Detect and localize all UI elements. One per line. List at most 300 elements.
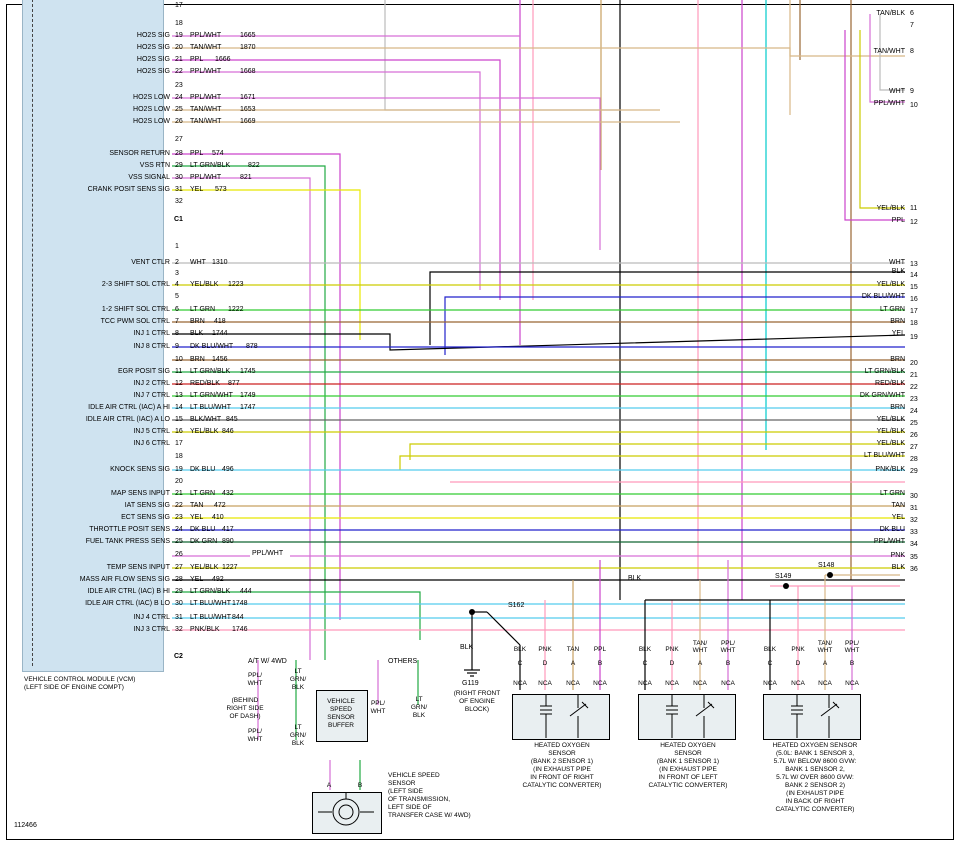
o2-3-terminal-d: D [795,660,801,667]
at-4wd-label: A/T W/ 4WD [248,658,287,665]
o2-3-caption-7: (IN EXHAUST PIPE [786,790,844,797]
wire-circuit: 1747 [240,404,256,411]
pin-label: HO2S LOW [133,106,170,113]
right-wire-color: WHT [889,88,905,95]
right-pin-number: 11 [910,205,918,212]
vss-caption-5: LEFT SIDE OF [388,804,432,811]
wire-color: PPL/WHT [190,32,222,39]
wire-color: PPL [190,150,204,157]
pin-number: 7 [175,318,179,325]
right-pin-number: 10 [910,102,918,109]
o2-2-wire-c: BLK [638,646,652,653]
pin-number: 28 [175,576,183,583]
wire-circuit: 1665 [240,32,256,39]
o2-1-wire-d: PNK [538,646,552,653]
ground-desc-line2: OF ENGINE [459,698,495,705]
wire-label: GRN/ [289,732,307,739]
wire-color: RED/BLK [190,380,220,387]
vss-sensor-symbol [312,792,380,832]
wire-color: LT GRN [190,490,216,497]
right-wire-color: LT GRN [879,306,905,313]
pin-number: 21 [175,56,183,63]
o2-2-terminal-a: A [697,660,703,667]
o2-3-nca-d: NCA [791,680,805,687]
right-pin-number: 29 [910,468,918,475]
right-wire-color: DK BLU [879,526,905,533]
o2-1-caption-3: (BANK 2 SENSOR 1) [530,758,594,765]
wire-color: PNK/BLK [190,626,220,633]
o2-3-caption-2: (5.0L: BANK 1 SENSOR 3, [775,750,855,757]
pin-number: 22 [175,502,183,509]
o2-2-caption-4: (IN EXHAUST PIPE [659,766,717,773]
pin-label: SENSOR RETURN [109,150,170,157]
o2-3-caption-6: BANK 2 SENSOR 2) [785,782,845,789]
pin-number: 32 [175,198,183,205]
wire-circuit: 1746 [232,626,248,633]
wire-color: TAN/WHT [190,106,222,113]
pin-label: KNOCK SENS SIG [110,466,170,473]
wire-circuit: 1748 [232,600,248,607]
o2-2-nca-a: NCA [693,680,707,687]
o2-1-caption-4: (IN EXHAUST PIPE [533,766,591,773]
wire-color: PPL [190,56,204,63]
wire-color: YEL [190,186,204,193]
right-pin-number: 36 [910,566,918,573]
wire-color: TAN/WHT [190,118,222,125]
o2-2-caption-1: HEATED OXYGEN [660,742,716,749]
right-wire-color: LT GRN [879,490,905,497]
pin-number: 24 [175,526,183,533]
vss-caption-6: TRANSFER CASE W/ 4WD) [388,812,471,819]
right-pin-number: 32 [910,517,918,524]
wire-circuit: 890 [222,538,234,545]
o2-3-nca-a: NCA [818,680,832,687]
right-pin-number: 13 [910,261,918,268]
vss-buffer-line1: VEHICLE [327,698,355,705]
pin-label: INJ 4 CTRL [133,614,170,621]
vss-buffer-line4: BUFFER [328,722,354,729]
o2-2-nca-d: NCA [665,680,679,687]
o2-1-caption-6: CATALYTIC CONVERTER) [522,782,602,789]
pin-number: 29 [175,588,183,595]
pin-number: 30 [175,174,183,181]
pin-label: VSS SIGNAL [128,174,170,181]
vss-buffer-line2: SPEED [329,706,353,713]
pin-number: 25 [175,538,183,545]
wire-color: TAN [190,502,204,509]
right-pin-number: 33 [910,529,918,536]
o2-3-caption-3: 5.7L W/ BELOW 8600 GVW: [773,758,857,765]
wire-color: LT GRN/BLK [190,162,231,169]
pin-number: 21 [175,490,183,497]
o2-3-caption-9: CATALYTIC CONVERTER) [775,806,855,813]
wire-circuit: 1870 [240,44,256,51]
wire-label: PPL/ [247,672,263,679]
right-pin-number: 7 [910,22,914,29]
wire-label: WHT [370,708,386,715]
right-pin-number: 31 [910,505,918,512]
pin-number: 30 [175,600,183,607]
vss-caption-2: SENSOR [388,780,416,787]
connector-c1-label: C1 [174,216,183,223]
o2-1-terminal-d: D [542,660,548,667]
wire-circuit: 472 [214,502,226,509]
ground-label-g119: G119 [462,680,479,687]
wire-color: PPL/WHT [190,94,222,101]
vss-buffer-loc1: (BEHIND [231,697,259,704]
pin-number: 22 [175,68,183,75]
o2-1-terminal-b: B [597,660,603,667]
o2-sensor-2-symbol [638,694,734,738]
wire-circuit: 846 [222,428,234,435]
right-wire-color: BLK [891,268,905,275]
pin-number: 1 [175,243,179,250]
o2-2-caption-5: IN FRONT OF LEFT [658,774,718,781]
pin-number: 23 [175,82,183,89]
wire-color: YEL/BLK [190,428,219,435]
wire-circuit: 1310 [212,259,228,266]
pin-label: IAT SENS SIG [124,502,170,509]
o2-1-caption-5: IN FRONT OF RIGHT [530,774,594,781]
wire-label: BLK [291,684,305,691]
inline-wire-label: BLK [460,644,474,651]
right-wire-color: PPL/WHT [873,538,905,545]
right-wire-color: PPL/WHT [873,100,905,107]
pin-label: TEMP SENS INPUT [106,564,170,571]
wire-color: PPL/WHT [190,174,222,181]
o2-1-wire-c: BLK [513,646,527,653]
o2-1-caption-2: SENSOR [548,750,576,757]
pin-number: 8 [175,330,179,337]
pin-number: 17 [175,2,183,9]
pin-number: 18 [175,20,183,27]
o2-3-nca-c: NCA [763,680,777,687]
o2-3-nca-b: NCA [845,680,859,687]
connector-c2-label: C2 [174,653,183,660]
pin-label: 1-2 SHIFT SOL CTRL [101,306,170,313]
o2-1-terminal-c: C [517,660,523,667]
pin-number: 9 [175,343,179,350]
right-wire-color: YEL/BLK [876,205,905,212]
wire-label: GRN/ [289,676,307,683]
wire-label: PPL/ [247,728,263,735]
right-wire-color: TAN/BLK [876,10,905,17]
vss-caption-4: OF TRANSMISSION, [388,796,450,803]
right-wire-color: YEL/BLK [876,281,905,288]
right-pin-number: 30 [910,493,918,500]
right-wire-color: RED/BLK [875,380,905,387]
pin-label: INJ 3 CTRL [133,626,170,633]
right-wire-color: YEL/BLK [876,416,905,423]
pin-label: TCC PWM SOL CTRL [100,318,170,325]
right-pin-number: 20 [910,360,918,367]
vcm-title-line1: VEHICLE CONTROL MODULE (VCM) [24,676,136,683]
o2-2-wire-b: PPL/ WHT [720,640,736,654]
ground-desc-line1: (RIGHT FRONT [453,690,501,697]
right-wire-color: TAN/WHT [873,48,905,55]
wire-circuit: 410 [212,514,224,521]
pin-number: 2 [175,259,179,266]
ground-desc-line3: BLOCK) [464,706,490,713]
pin-label: IDLE AIR CTRL (IAC) A HI [88,404,170,411]
wire-circuit: 496 [222,466,234,473]
pin-label: HO2S SIG [136,56,170,63]
module-dashed-edge [32,0,33,666]
wire-circuit: 877 [228,380,240,387]
pin-label: VENT CTLR [131,259,170,266]
right-wire-color: DK GRN/WHT [859,392,905,399]
pin-number: 18 [175,453,183,460]
wire-circuit: 1671 [240,94,256,101]
wire-circuit: 1749 [240,392,256,399]
wire-color: DK BLU [190,526,216,533]
o2-2-terminal-d: D [669,660,675,667]
o2-1-nca-c: NCA [513,680,527,687]
o2-2-caption-3: (BANK 1 SENSOR 1) [656,758,720,765]
pin-number: 20 [175,44,183,51]
right-pin-number: 28 [910,456,918,463]
pin-label: IDLE AIR CTRL (IAC) B HI [87,588,170,595]
pin-number: 27 [175,136,183,143]
pin-label: HO2S SIG [136,68,170,75]
right-wire-color: YEL/BLK [876,428,905,435]
wire-circuit: 1669 [240,118,256,125]
wire-color: LT BLU/WHT [190,404,231,411]
wire-color: LT GRN/WHT [190,392,233,399]
o2-3-terminal-c: C [767,660,773,667]
pin-label: INJ 8 CTRL [133,343,170,350]
right-wire-color: BRN [890,356,905,363]
vss-terminal-a: A [326,782,332,789]
o2-3-caption-1: HEATED OXYGEN SENSOR [772,742,858,749]
pin-label: THROTTLE POSIT SENS [89,526,170,533]
pin-number: 26 [175,551,183,558]
pin-label: HO2S LOW [133,94,170,101]
pin-label: IDLE AIR CTRL (IAC) A LO [85,416,170,423]
right-wire-color: YEL [891,514,905,521]
wire-circuit: 418 [214,318,226,325]
wire-color: BLK [190,330,204,337]
wire-circuit: 1222 [228,306,244,313]
o2-2-caption-6: CATALYTIC CONVERTER) [648,782,728,789]
o2-3-wire-d: PNK [791,646,805,653]
pin-number: 15 [175,416,183,423]
pin-number: 29 [175,162,183,169]
pin-number: 12 [175,380,183,387]
wire-color: LT GRN [190,306,216,313]
wire-color: YEL [190,576,204,583]
wire-circuit: 417 [222,526,234,533]
pin-number: 28 [175,150,183,157]
o2-3-terminal-b: B [849,660,855,667]
pin-number: 17 [175,440,183,447]
wire-color: YEL/BLK [190,564,219,571]
wire-circuit: 573 [215,186,227,193]
right-pin-number: 22 [910,384,918,391]
wire-label: PPL/ [370,700,386,707]
right-pin-number: 35 [910,554,918,561]
pin-number: 3 [175,270,179,277]
pin-label: 2-3 SHIFT SOL CTRL [101,281,170,288]
pin-number: 11 [175,368,183,375]
pin-label: INJ 7 CTRL [133,392,170,399]
right-pin-number: 12 [910,219,918,226]
o2-3-caption-8: IN BACK OF RIGHT [785,798,845,805]
pin-number: 31 [175,186,183,193]
right-wire-color: TAN [891,502,905,509]
pin-label: INJ 6 CTRL [133,440,170,447]
right-pin-number: 15 [910,284,918,291]
pin-label: MAP SENS INPUT [111,490,170,497]
pin-number: 5 [175,293,179,300]
wire-circuit: 1653 [240,106,256,113]
right-pin-number: 24 [910,408,918,415]
vcm-title-line2: (LEFT SIDE OF ENGINE COMPT) [24,684,124,691]
wire-color: LT BLU/WHT [190,614,231,621]
wire-color: YEL [190,514,204,521]
wire-color: WHT [190,259,206,266]
o2-1-wire-a: TAN [566,646,580,653]
right-pin-number: 14 [910,272,918,279]
wire-circuit: 1666 [215,56,231,63]
o2-3-terminal-a: A [822,660,828,667]
pin-number: 23 [175,514,183,521]
wire-circuit: 821 [240,174,252,181]
right-wire-color: WHT [889,259,905,266]
pin-number: 27 [175,564,183,571]
pin-label: ECT SENS SIG [121,514,170,521]
o2-1-wire-b: PPL [593,646,607,653]
right-wire-color: PNK/BLK [875,466,905,473]
pin-label: IDLE AIR CTRL (IAC) B LO [85,600,170,607]
wire-circuit: 845 [226,416,238,423]
wire-label: GRN/ [410,704,428,711]
wire-color: LT GRN/BLK [190,368,231,375]
pin-label: HO2S LOW [133,118,170,125]
wire-color: BLK/WHT [190,416,222,423]
wire-color: DK GRN [190,538,218,545]
right-pin-number: 6 [910,10,914,17]
right-wire-color: PPL [891,217,905,224]
wire-color: DK BLU/WHT [190,343,234,350]
pin-label: INJ 2 CTRL [133,380,170,387]
pin-label: INJ 1 CTRL [133,330,170,337]
pin-number: 4 [175,281,179,288]
inline-wire-label: PPL/WHT [252,550,284,557]
wire-color: TAN/WHT [190,44,222,51]
o2-2-nca-c: NCA [638,680,652,687]
wire-color: LT GRN/BLK [190,588,231,595]
right-pin-number: 19 [910,334,918,341]
right-pin-number: 17 [910,308,918,315]
pin-label: INJ 5 CTRL [133,428,170,435]
pin-number: 14 [175,404,183,411]
wire-circuit: 492 [212,576,224,583]
pin-number: 13 [175,392,183,399]
pin-number: 20 [175,478,183,485]
o2-2-terminal-c: C [642,660,648,667]
o2-3-wire-b: PPL/ WHT [844,640,860,654]
right-wire-color: LT BLU/WHT [864,452,905,459]
right-pin-number: 8 [910,48,914,55]
wire-circuit: 1223 [228,281,244,288]
o2-3-wire-a: TAN/ WHT [817,640,833,654]
right-pin-number: 21 [910,372,918,379]
right-wire-color: BLK [891,564,905,571]
wire-label: WHT [247,736,263,743]
right-wire-color: YEL [891,330,905,337]
wire-circuit: 1668 [240,68,256,75]
pin-number: 32 [175,626,183,633]
right-pin-number: 9 [910,88,914,95]
wire-circuit: 822 [248,162,260,169]
o2-sensor-3-symbol [763,694,859,738]
pin-number: 31 [175,614,183,621]
wire-circuit: 1227 [222,564,238,571]
vss-caption-3: (LEFT SIDE [388,788,423,795]
right-wire-color: LT GRN/BLK [864,368,905,375]
diagram-id-code: 112466 [14,822,37,829]
wire-circuit: 574 [212,150,224,157]
right-pin-number: 26 [910,432,918,439]
vss-buffer-loc3: OF DASH) [229,713,261,720]
right-pin-number: 25 [910,420,918,427]
wire-label: LT [294,724,302,731]
pin-number: 19 [175,32,183,39]
wire-label: BLK [412,712,426,719]
vss-terminal-b: B [357,782,363,789]
right-wire-color: BRN [890,318,905,325]
others-label: OTHERS [388,658,418,665]
pin-label: EGR POSIT SIG [118,368,170,375]
pin-number: 25 [175,106,183,113]
vss-buffer-loc2: RIGHT SIDE [226,705,264,712]
right-wire-color: YEL/BLK [876,440,905,447]
right-pin-number: 27 [910,444,918,451]
right-wire-color: BRN [890,404,905,411]
right-pin-number: 34 [910,541,918,548]
wire-circuit: 1744 [212,330,228,337]
o2-1-nca-b: NCA [593,680,607,687]
o2-3-caption-4: BANK 1 SENSOR 2, [785,766,845,773]
o2-1-caption-1: HEATED OXYGEN [534,742,590,749]
o2-3-wire-c: BLK [763,646,777,653]
vss-caption-1: VEHICLE SPEED [388,772,440,779]
pin-number: 19 [175,466,183,473]
right-wire-color: DK BLU/WHT [861,293,905,300]
wire-color: YEL/BLK [190,281,219,288]
pin-number: 24 [175,94,183,101]
o2-2-terminal-b: B [725,660,731,667]
inline-wire-label: BLK [628,575,642,582]
o2-sensor-1-symbol [512,694,608,738]
wire-circuit: 444 [240,588,252,595]
wire-color: LT BLU/WHT [190,600,231,607]
o2-3-caption-5: 5.7L W/ OVER 8600 GVW: [776,774,854,781]
wire-label: LT [294,668,302,675]
pin-number: 26 [175,118,183,125]
wire-circuit: 432 [222,490,234,497]
wire-label: BLK [291,740,305,747]
o2-2-caption-2: SENSOR [674,750,702,757]
right-pin-number: 23 [910,396,918,403]
right-pin-number: 16 [910,296,918,303]
wire-color: DK BLU [190,466,216,473]
pin-label: CRANK POSIT SENS SIG [87,186,170,193]
o2-2-wire-d: PNK [665,646,679,653]
o2-2-nca-b: NCA [721,680,735,687]
o2-1-nca-a: NCA [566,680,580,687]
